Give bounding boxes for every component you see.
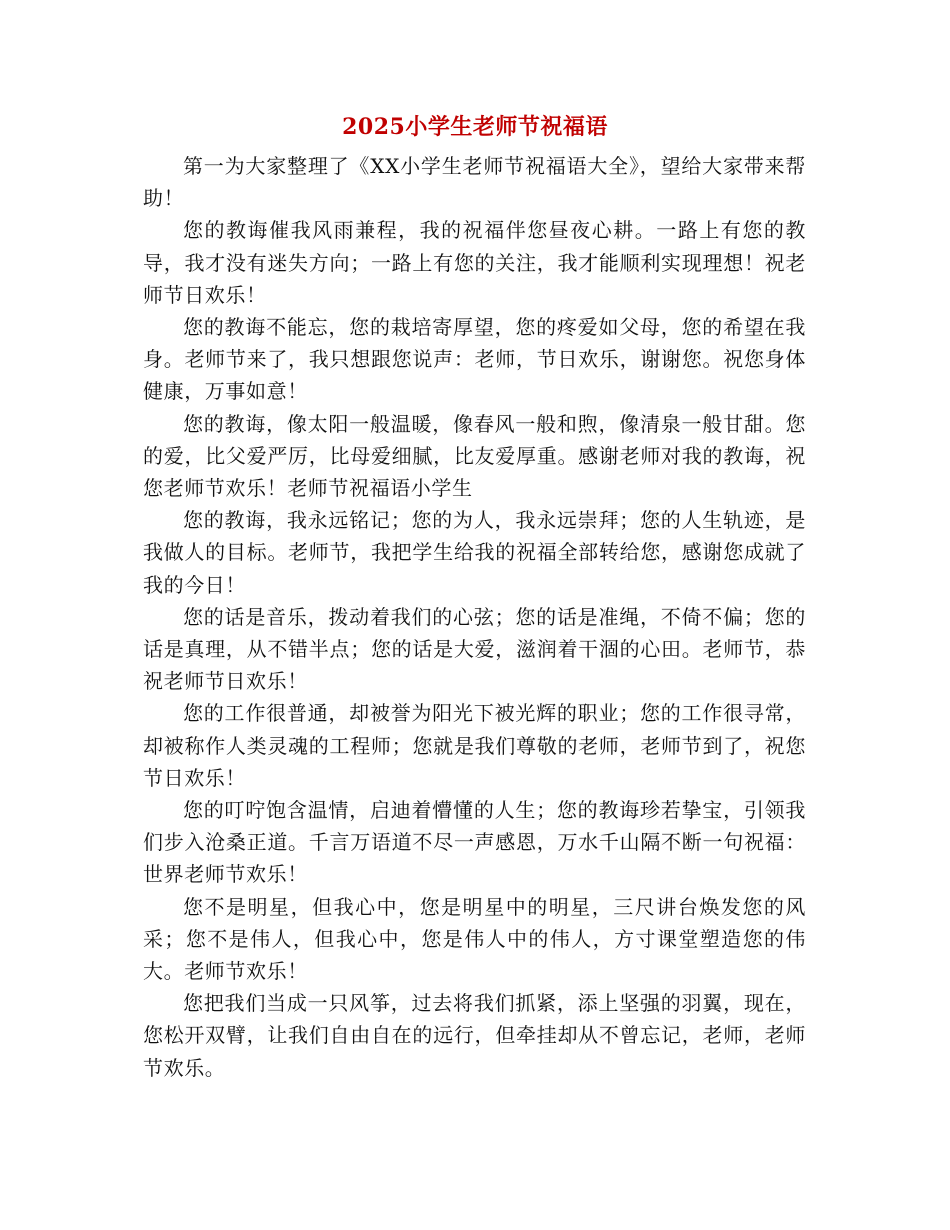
paragraph: 您的话是音乐，拨动着我们的心弦；您的话是准绳，不倚不偏；您的话是真理，从不错半点；您的话是大爱，滋润着干涸的心田。老师节，恭祝老师节日欢乐！: [143, 604, 806, 694]
paragraph: 您的教诲，像太阳一般温暖，像春风一般和煦，像清泉一般甘甜。您的爱，比父爱严厉，比母爱细腻，比友爱厚重。感谢老师对我的教诲，祝您老师节欢乐！老师节祝福语小学生: [143, 411, 806, 501]
paragraph: 您的教诲催我风雨兼程，我的祝福伴您昼夜心耕。一路上有您的教导，我才没有迷失方向；一路上有您的关注，我才能顺利实现理想！祝老师节日欢乐！: [143, 218, 806, 307]
paragraph: 您的教诲不能忘，您的栽培寄厚望，您的疼爱如父母，您的希望在我身。老师节来了，我只想跟您说声：老师，节日欢乐，谢谢您。祝您身体健康，万事如意！: [143, 315, 806, 404]
document-body: [143, 150, 806, 1084]
paragraph: 您把我们当成一只风筝，过去将我们抓紧，添上坚强的羽翼，现在，您松开双臂，让我们自由自在的远行，但牵挂却从不曾忘记，老师，老师节欢乐。: [143, 991, 806, 1080]
paragraph: 您的教诲，我永远铭记；您的为人，我永远崇拜；您的人生轨迹，是我做人的目标。老师节，我把学生给我的祝福全部转给您，感谢您成就了我的今日！: [143, 508, 806, 597]
paragraph-intro: 第一为大家整理了《XX小学生老师节祝福语大全》，望给大家带来帮助！: [143, 154, 806, 211]
paragraph: 您的工作很普通，却被誉为阳光下被光辉的职业；您的工作很寻常，却被称作人类灵魂的工程师；您就是我们尊敬的老师，老师节到了，祝您节日欢乐！: [143, 701, 806, 790]
document-title: 2025小学生老师节祝福语: [342, 114, 608, 140]
paragraph: 您的叮咛饱含温情，启迪着懵懂的人生；您的教诲珍若挚宝，引领我们步入沧桑正道。千言万语道不尽一声感恩，万水千山隔不断一句祝福：世界老师节欢乐！: [143, 798, 806, 887]
paragraph: 您不是明星，但我心中，您是明星中的明星，三尺讲台焕发您的风采；您不是伟人，但我心中，您是伟人中的伟人，方寸课堂塑造您的伟大。老师节欢乐！: [143, 894, 806, 984]
